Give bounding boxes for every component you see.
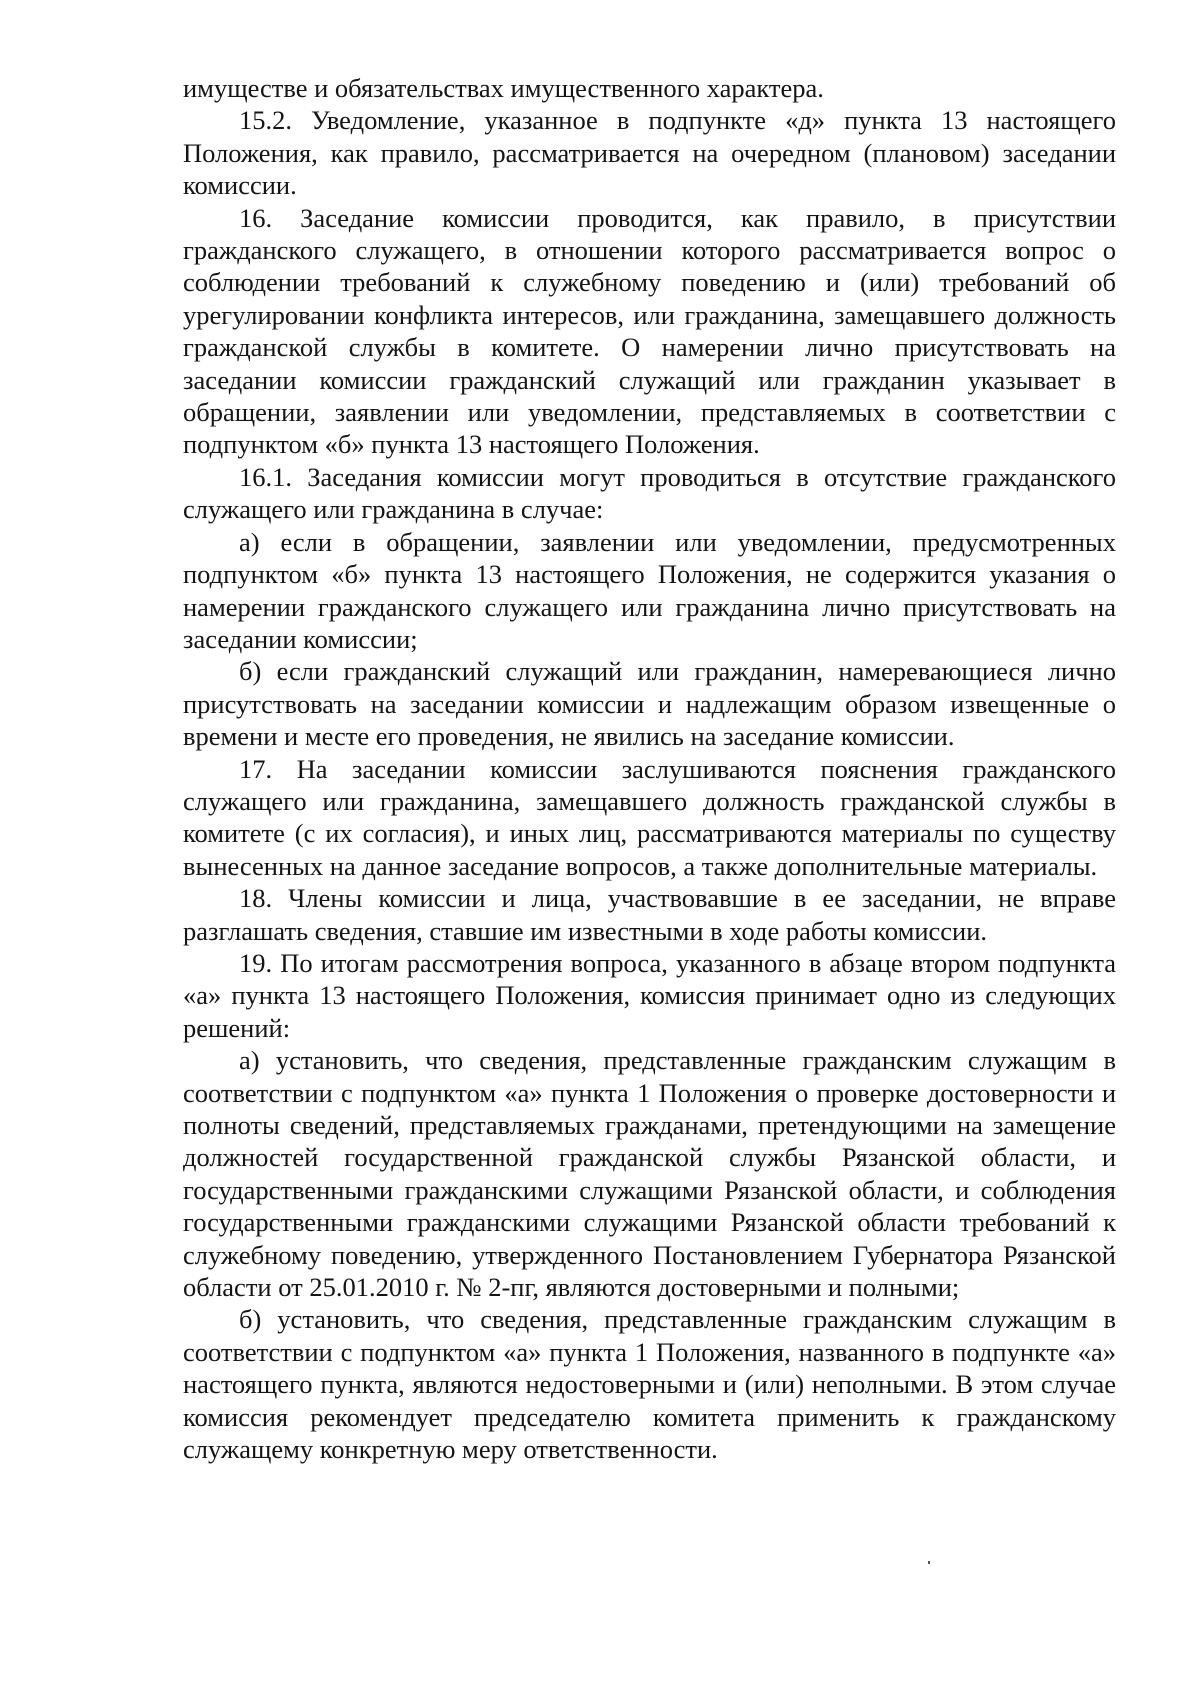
paragraph-16-1: 16.1. Заседания комиссии могут проводиться в отсутствие гражданского служащего или гражданина в случае: xyxy=(183,461,1116,525)
paragraph-16: 16. Заседание комиссии проводится, как правило, в присутствии гражданского служащего, в отношении которого рассматривается вопрос о соблюдении требований к служебному поведению и (или) требований об урегулировании конфликта интересов, или гражданина, замещавшего должность гражданской службы в комитете. О намерении лично присутствовать на заседании комиссии гражданский служащий или гражданин указывает в обращении, заявлении или уведомлении, представляемых в соответствии с подпунктом «б» пункта 13 настоящего Положения. xyxy=(183,202,1116,460)
paragraph-15-2: 15.2. Уведомление, указанное в подпункте «д» пункта 13 настоящего Положения, как правило, рассматривается на очередном (плановом) заседании комиссии. xyxy=(183,105,1116,201)
paragraph-16-1-b: б) если гражданский служащий или гражданин, намеревающиеся лично присутствовать на заседании комиссии и надлежащим образом извещенные о времени и месте его проведения, не явились на заседание комиссии. xyxy=(183,656,1116,752)
paragraph-19-a: а) установить, что сведения, представленные гражданским служащим в соответствии с подпунктом «а» пункта 1 Положения о проверке достоверности и полноты сведений, представляемых гражданами, претендующими на замещение должностей государственной гражданской службы Рязанской области, и государственными гражданскими служащими Рязанской области, и соблюдения государственными гражданскими служащими Рязанской области требований к служебному поведению, утвержденного Постановлением Губернатора Рязанской области от 25.01.2010 г. № 2-пг, являются достоверными и полными; xyxy=(183,1045,1116,1303)
document-body xyxy=(183,72,1116,1465)
paragraph-16-1-a: а) если в обращении, заявлении или уведомлении, предусмотренных подпунктом «б» пункта 13 настоящего Положения, не содержится указания о намерении гражданского служащего или гражданина лично присутствовать на заседании комиссии; xyxy=(183,526,1116,654)
paragraph-17: 17. На заседании комиссии заслушиваются пояснения гражданского служащего или гражданина, замещавшего должность гражданской службы в комитете (с их согласия), и иных лиц, рассматриваются материалы по существу вынесенных на данное заседание вопросов, а также дополнительные материалы. xyxy=(183,753,1116,881)
paragraph-18: 18. Члены комиссии и лица, участвовавшие в ее заседании, не вправе разглашать сведения, ставшие им известными в ходе работы комиссии. xyxy=(183,883,1116,946)
paragraph-19: 19. По итогам рассмотрения вопроса, указанного в абзаце втором подпункта «а» пункта 13 настоящего Положения, комиссия принимает одно из следующих решений: xyxy=(183,947,1116,1043)
paragraph-19-b: б) установить, что сведения, представленные гражданским служащим в соответствии с подпунктом «а» пункта 1 Положения, названного в подпункте «а» настоящего пункта, являются недостоверными и (или) неполными. В этом случае комиссия рекомендует председателю комитета применить к гражданскому служащему конкретную меру ответственности. xyxy=(183,1304,1116,1465)
scan-speck xyxy=(928,1561,930,1564)
paragraph-continuation: имуществе и обязательствах имущественного характера. xyxy=(183,73,824,103)
